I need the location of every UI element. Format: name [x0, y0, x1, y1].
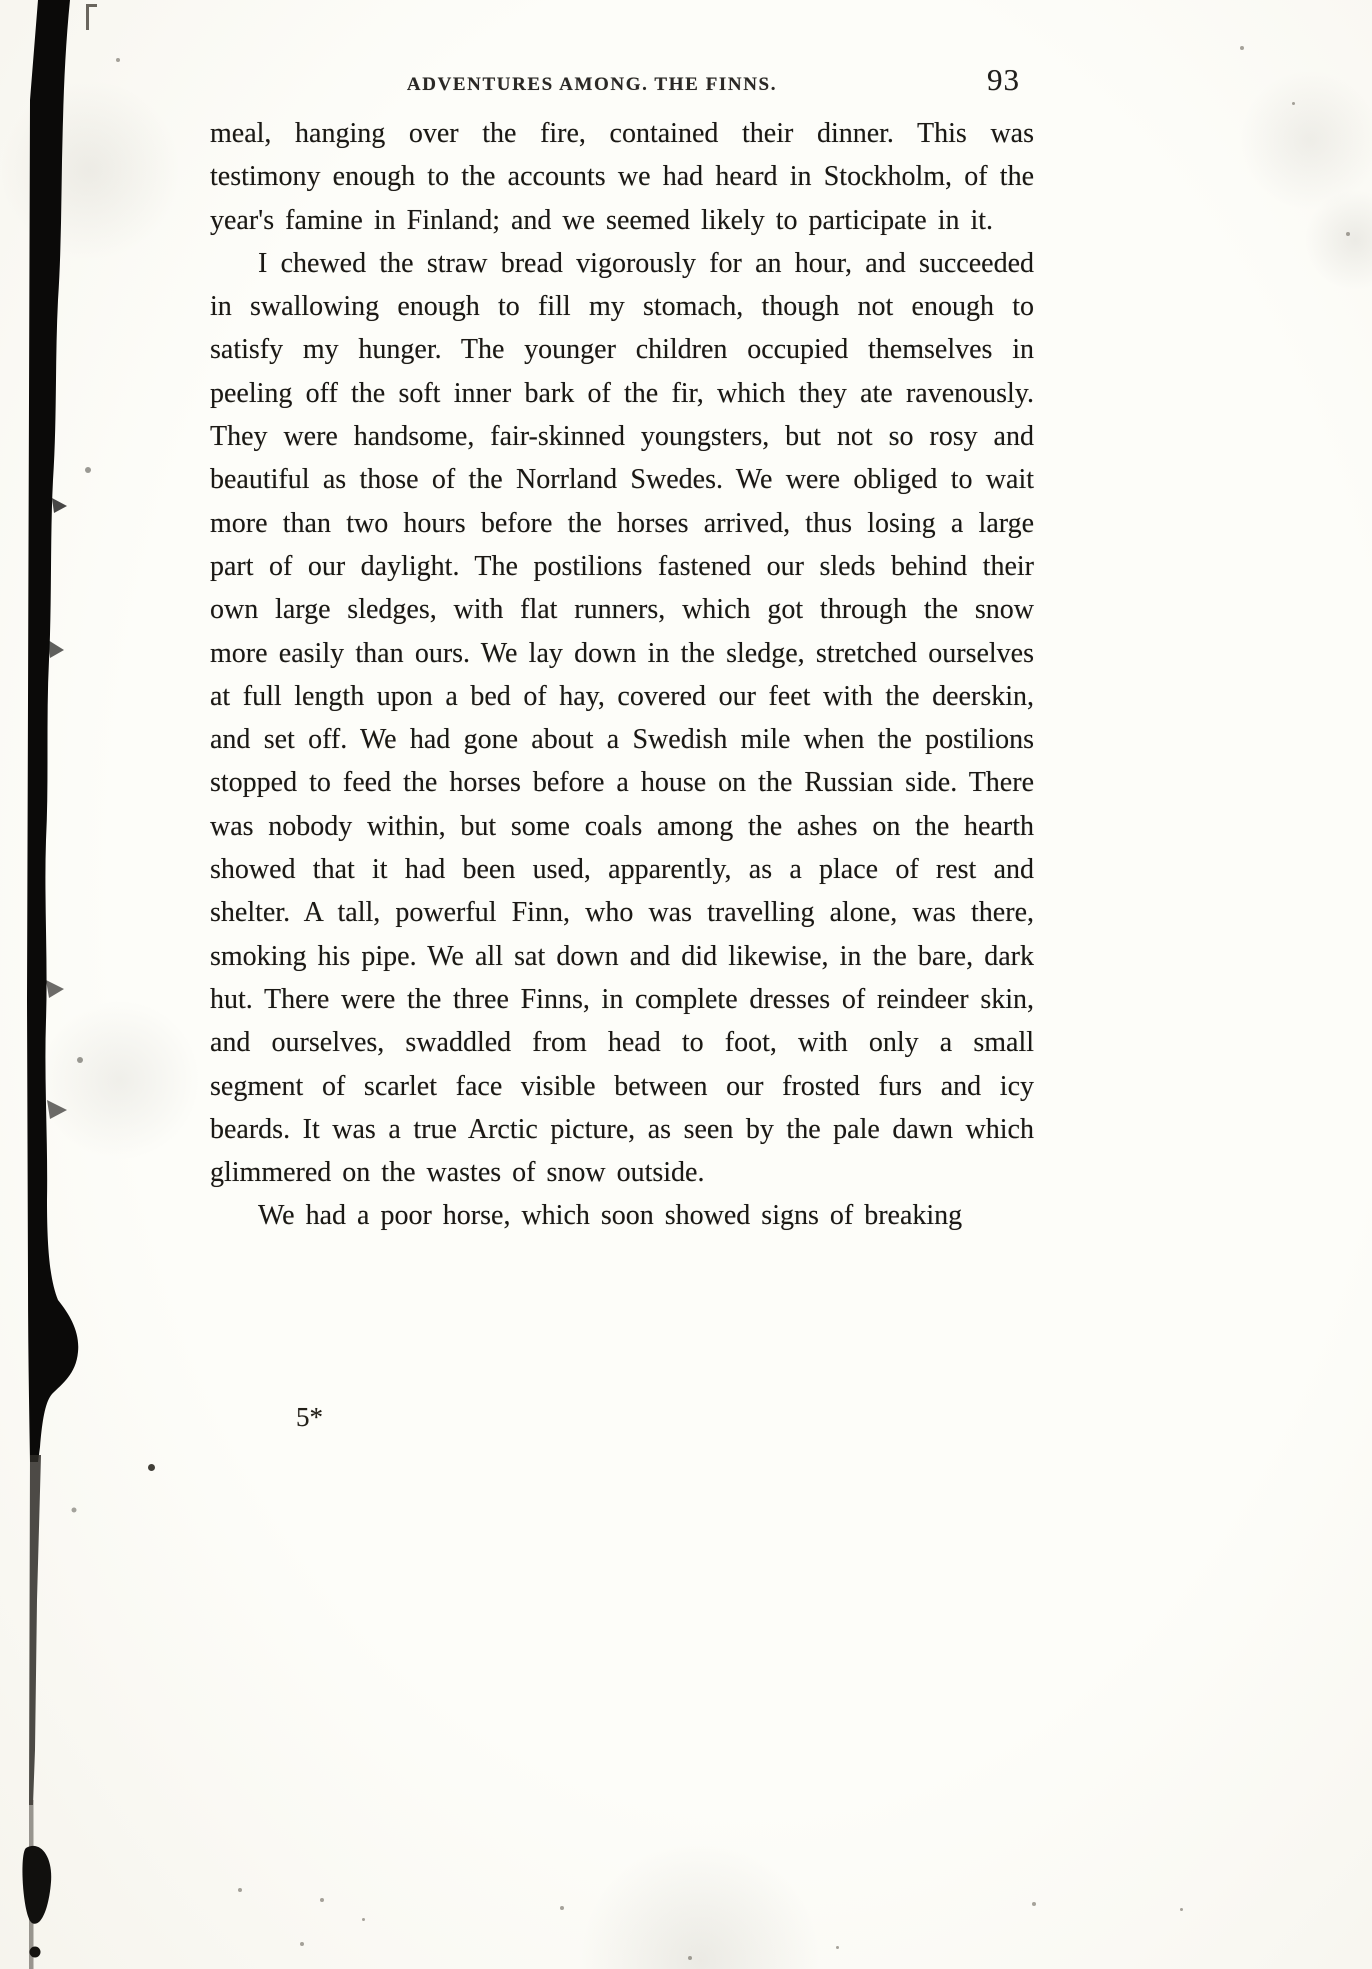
- binding-shadow-artifact: [0, 0, 110, 1969]
- paragraph-2: I chewed the straw bread vigorously for an hour, and succeeded in swallowing enough to fill my stomach, though not enough to satisfy my hunger. The younger children occupied themselves in peeling off the soft inner bark of the fir, which they ate ravenously. They were handsome, fair-skinned youngsters, but not so rosy and beautiful as those of the Norrland Swedes. We were obliged to wait more than two hours before the horses arrived, thus losing a large part of our daylight. The postilions fastened our sleds behind their own large sledges, with flat runners, which got through the snow more easily than ours. We lay down in the sledge, stretched ourselves at full length upon a bed of hay, covered our feet with the deerskin, and set off. We had gone about a Swedish mile when the postilions stopped to feed the horses before a house on the Russian side. There was nobody within, but some coals among the ashes on the hearth showed that it had been used, apparently, as a place of rest and shelter. A tall, powerful Finn, who was travelling alone, was there, smoking his pipe. We all sat down and did likewise, in the bare, dark hut. There were the three Finns, in complete dresses of reindeer skin, and ourselves, swaddled from head to foot, with only a small segment of scarlet face visible between our frosted furs and icy beards. It was a true Arctic picture, as seen by the pale dawn which glimmered on the wastes of snow outside.: [210, 247, 1034, 1189]
- scan-speckle: [362, 1918, 365, 1921]
- scan-speckle: [300, 1942, 304, 1946]
- scan-speckle: [238, 1888, 242, 1892]
- scan-speckle: [1180, 1908, 1183, 1911]
- paragraph-3: We had a poor horse, which soon showed signs of breaking: [258, 1200, 963, 1232]
- scan-speckle: [320, 1898, 324, 1902]
- scan-speckle: [1032, 1902, 1036, 1906]
- scan-speckle: [1346, 232, 1350, 236]
- running-title: ADVENTURES AMONG. THE FINNS.: [406, 74, 778, 95]
- body-text: [210, 112, 1034, 1238]
- page-header: [210, 62, 1034, 110]
- scan-speckle: [836, 1946, 839, 1949]
- scan-speckle: [1292, 102, 1295, 105]
- scan-speckle: [560, 1906, 564, 1910]
- signature-mark: 5*: [296, 1402, 323, 1432]
- scan-speckle: [1240, 46, 1244, 50]
- scan-speckle: [116, 58, 120, 62]
- paragraph-1: meal, hanging over the fire, contained their dinner. This was testimony enough to the accounts we had heard in Stockholm, of the year's famine in Finland; and we seemed likely to participate in it.: [210, 118, 1034, 236]
- scan-speckle: [148, 1464, 155, 1471]
- pencil-mark-artifact: [86, 4, 89, 30]
- page-number: 93: [987, 62, 1020, 97]
- pencil-mark-artifact: [86, 4, 97, 7]
- scan-speckle: [688, 1956, 692, 1960]
